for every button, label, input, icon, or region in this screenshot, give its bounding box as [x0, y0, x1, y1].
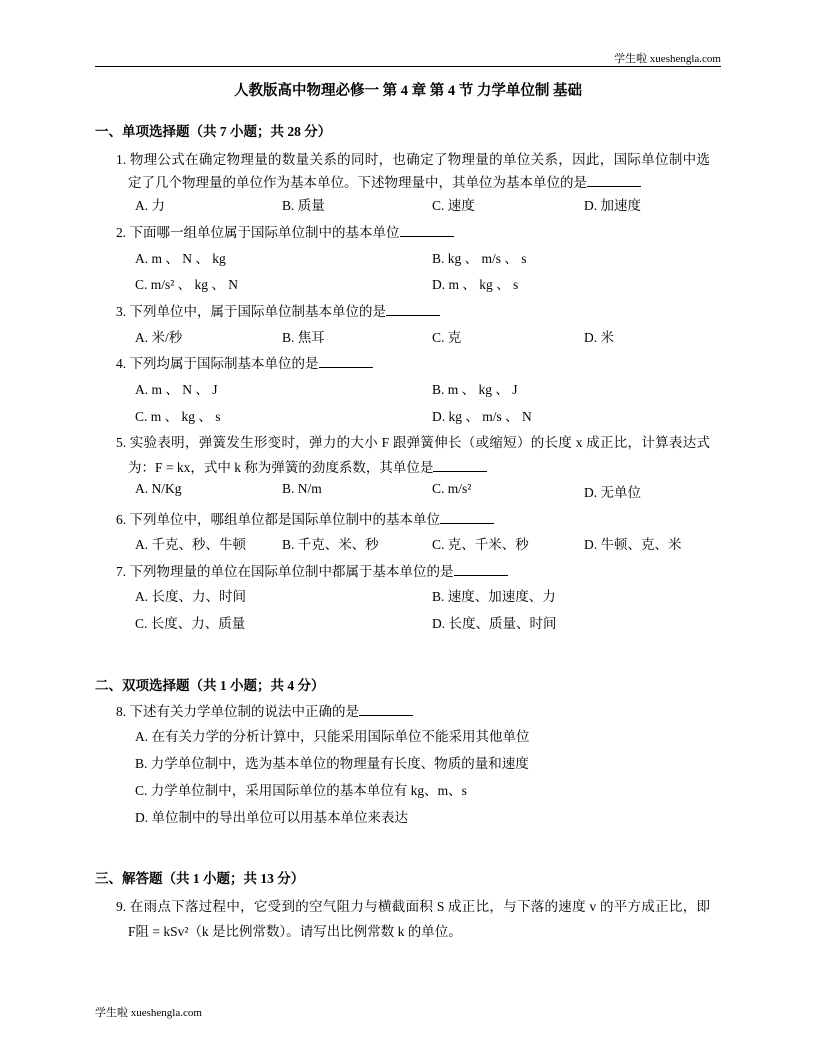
question-7-text: 7. 下列物理量的单位在国际单位制中都属于基本单位的是 [116, 564, 454, 579]
question-1-line-2 [128, 171, 641, 191]
footer-site-name: 学生啦 xueshengla.com [95, 1007, 202, 1019]
question-1-line-1: 1. 物理公式在确定物理量的数量关系的同时，也确定了物理量的单位关系，因此，国际单位制中选 [116, 152, 710, 167]
header-divider [95, 66, 721, 67]
question-2-option-b: B. kg 、 m/s 、 s [432, 251, 527, 266]
question-3-option-c: C. 克 [432, 330, 462, 345]
question-9-line-1: 9. 在雨点下落过程中，它受到的空气阻力与横截面积 S 成正比，与下落的速度 v 的平方成正比，即 [116, 899, 710, 914]
question-3-text: 3. 下列单位中，属于国际单位制基本单位的是 [116, 304, 386, 319]
question-4-option-d: D. kg 、 m/s 、 N [432, 409, 532, 424]
question-7-option-c: C. 长度、力、质量 [135, 616, 246, 631]
question-2-option-a: A. m 、 N 、 kg [135, 251, 226, 266]
question-3-option-d: D. 米 [584, 330, 614, 345]
question-2-text: 2. 下面哪一组单位属于国际单位制中的基本单位 [116, 225, 400, 240]
question-7-option-b: B. 速度、加速度、力 [432, 589, 556, 604]
question-5-option-c: C. m/s² [432, 481, 472, 496]
question-5-line-1: 5. 实验表明，弹簧发生形变时，弹力的大小 F 跟弹簧伸长（或缩短）的长度 x 成正比，计算表达式 [116, 435, 710, 450]
question-5-text: 为：F = kx，式中 k 称为弹簧的劲度系数，其单位是 [128, 460, 434, 475]
page-title: 人教版高中物理必修一 第 4 章 第 4 节 力学单位制 基础 [234, 83, 582, 99]
answer-blank [319, 355, 373, 368]
question-4-text: 4. 下列均属于国际制基本单位的是 [116, 356, 319, 371]
answer-blank [400, 224, 454, 237]
question-5-option-d: D. 无单位 [584, 485, 641, 500]
answer-blank [454, 563, 508, 576]
question-2-option-c: C. m/s² 、 kg 、 N [135, 277, 239, 292]
question-6-text: 6. 下列单位中，哪组单位都是国际单位制中的基本单位 [116, 512, 440, 527]
question-3-option-b: B. 焦耳 [282, 330, 325, 345]
question-8-option-b: B. 力学单位制中，选为基本单位的物理量有长度、物质的量和速度 [135, 756, 529, 771]
question-1-option-d: D. 加速度 [584, 198, 641, 213]
answer-blank [587, 174, 641, 187]
section-heading-short-answer: 三、解答题（共 1 小题；共 13 分） [95, 871, 305, 886]
question-8-option-a: A. 在有关力学的分析计算中，只能采用国际单位不能采用其他单位 [135, 729, 530, 744]
question-3-option-a: A. 米/秒 [135, 330, 183, 345]
question-6-option-a: A. 千克、秒、牛顿 [135, 537, 246, 552]
question-1-option-a: A. 力 [135, 198, 165, 213]
question-5-line-2 [128, 456, 487, 476]
question-2-option-d: D. m 、 kg 、 s [432, 277, 519, 292]
section-heading-single-choice: 一、单项选择题（共 7 小题；共 28 分） [95, 124, 332, 139]
header-site-name: 学生啦 xueshengla.com [614, 53, 721, 65]
question-5-option-a: A. N/Kg [135, 481, 182, 496]
answer-blank [440, 511, 494, 524]
question-9-line-2: F阻 = kSv²（k 是比例常数）。请写出比例常数 k 的单位。 [128, 924, 462, 939]
question-8-text: 8. 下述有关力学单位制的说法中正确的是 [116, 704, 359, 719]
question-1-option-b: B. 质量 [282, 198, 325, 213]
question-7-option-d: D. 长度、质量、时间 [432, 616, 557, 631]
question-6-option-b: B. 千克、米、秒 [282, 537, 379, 552]
question-8-option-c: C. 力学单位制中，采用国际单位的基本单位有 kg、m、s [135, 783, 467, 798]
question-4-stem [116, 352, 373, 372]
answer-blank [433, 459, 487, 472]
section-heading-double-choice: 二、双项选择题（共 1 小题；共 4 分） [95, 678, 325, 693]
question-8-stem [116, 700, 413, 720]
answer-blank [359, 703, 413, 716]
question-2-stem [116, 221, 454, 241]
question-3-stem [116, 300, 440, 320]
question-4-option-a: A. m 、 N 、 J [135, 382, 218, 397]
question-8-option-d: D. 单位制中的导出单位可以用基本单位来表达 [135, 810, 408, 825]
question-5-option-b: B. N/m [282, 481, 322, 496]
question-6-option-d: D. 牛顿、克、米 [584, 537, 682, 552]
question-1-text: 定了几个物理量的单位作为基本单位。下述物理量中，其单位为基本单位的是 [128, 175, 587, 190]
question-7-stem [116, 560, 508, 580]
question-1-option-c: C. 速度 [432, 198, 475, 213]
question-4-option-b: B. m 、 kg 、 J [432, 382, 518, 397]
question-7-option-a: A. 长度、力、时间 [135, 589, 246, 604]
question-6-stem [116, 508, 494, 528]
question-6-option-c: C. 克、千米、秒 [432, 537, 529, 552]
question-4-option-c: C. m 、 kg 、 s [135, 409, 221, 424]
answer-blank [386, 303, 440, 316]
